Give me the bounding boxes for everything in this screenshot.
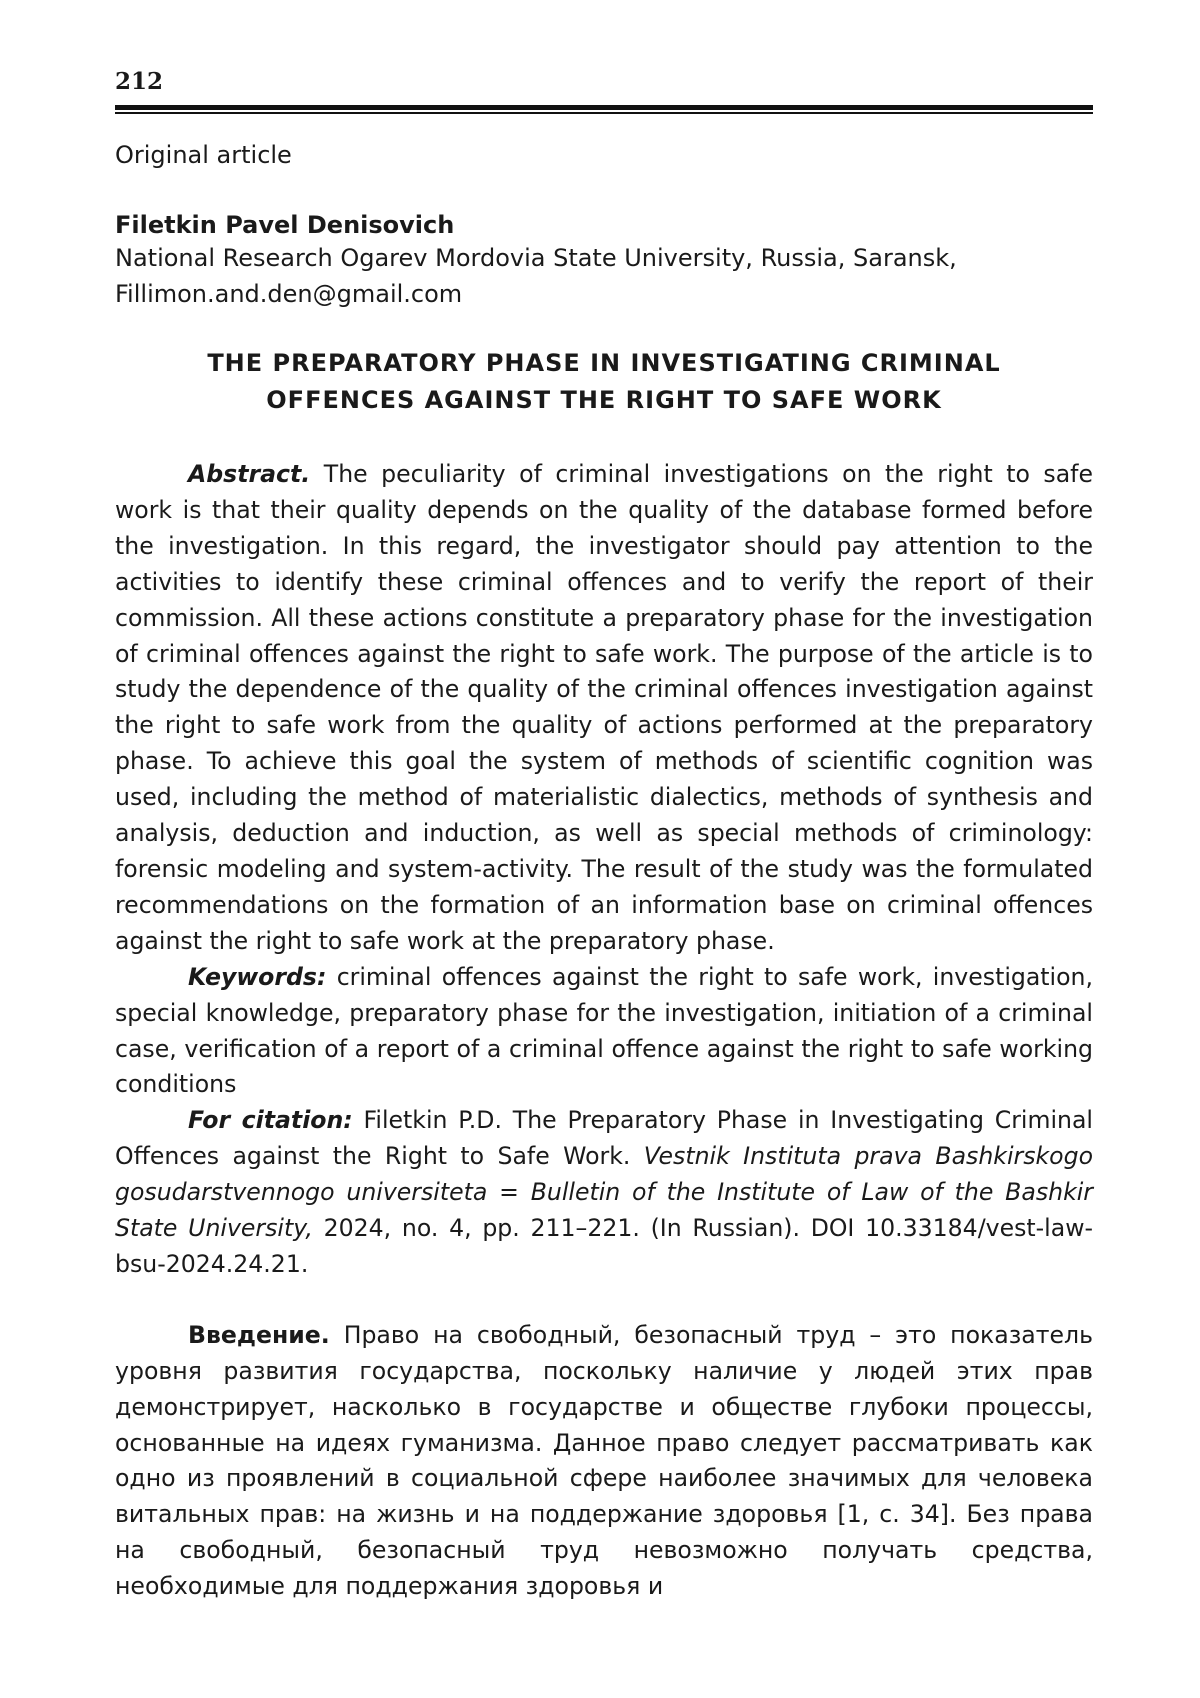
author-email[interactable]: Fillimon.and.den@gmail.com	[115, 280, 463, 308]
author-affiliation: National Research Ogarev Mordovia State University, Russia, Saransk,	[115, 244, 957, 272]
header-rule-thin	[115, 112, 1093, 114]
introduction-label: Введение.	[188, 1320, 330, 1349]
abstract-text: The peculiarity of criminal investigations on the right to safe work is that their quality depends on the quality of the database formed before the investigation. In this regard, the investigator should pay attention to the activities to identify these criminal offences and to verify the report of their commission. All these actions constitute a preparatory phase for the investigation of criminal offences against the right to safe work. The purpose of the article is to study the dependence of the quality of the criminal offences investigation against the right to safe work from the quality of actions performed at the preparatory phase. To achieve this goal the system of methods of scientific cognition was used, including the method of materialistic dialectics, methods of synthesis and analysis, deduction and induction, as well as special methods of criminology: forensic modeling and system-activity. The result of the study was the formulated recommendations on the formation of an information base on criminal offences against the right to safe work at the preparatory phase.	[115, 460, 1093, 955]
abstract-label: Abstract.	[188, 460, 311, 488]
article-page	[115, 70, 1093, 1605]
article-title-line-1: THE PREPARATORY PHASE IN INVESTIGATING CRIMINAL	[207, 349, 1001, 377]
header-rule-thick	[115, 105, 1093, 110]
introduction-paragraph	[115, 1318, 1093, 1605]
article-title-line-2: OFFENCES AGAINST THE RIGHT TO SAFE WORK	[266, 386, 942, 414]
abstract-paragraph	[115, 457, 1093, 960]
citation-journal: Vestnik Instituta prava Bashkirskogo gosudarstvennogo universiteta = Bulletin of the Institute of Law of the Bashkir State University,	[115, 1142, 1093, 1243]
abstract-section	[115, 457, 1093, 1283]
keywords-paragraph	[115, 960, 1093, 1104]
article-type: Original article	[115, 141, 292, 169]
page-number: 212	[115, 68, 164, 95]
citation-text: Filetkin P.D. The Preparatory Phase in Investigating Criminal Offences against the Right to Safe Work.	[115, 1106, 1093, 1171]
citation-label: For citation:	[188, 1106, 353, 1135]
keywords-text: criminal offences against the right to safe work, investigation, special knowledge, preparatory phase for the investigation, initiation of a criminal case, verification of a report of a criminal offence against the right to safe working conditions	[115, 962, 1093, 1099]
author-name: Filetkin Pavel Denisovich	[115, 211, 455, 239]
introduction-text: Право на свободный, безопасный труд – это показатель уровня развития государства, поскольку наличие у людей этих прав демонстрирует, насколько в государстве и обществе глубоки процессы, основанные на идеях гуманизма. Данное право следует рассматривать как одно из проявлений в социальной сфере наиболее значимых для человека витальных прав: на жизнь и на поддержание здоровья [1, с. 34]. Без права на свободный, безопасный труд невозможно получать средства, необходимые для поддержания здоровья и	[115, 1320, 1093, 1601]
citation-paragraph	[115, 1103, 1093, 1283]
citation-details: 2024, no. 4, pp. 211–221. (In Russian). DOI 10.33184/vest-law-bsu-2024.24.21.	[115, 1214, 1094, 1278]
keywords-label: Keywords:	[188, 962, 327, 991]
article-title	[115, 345, 1093, 419]
